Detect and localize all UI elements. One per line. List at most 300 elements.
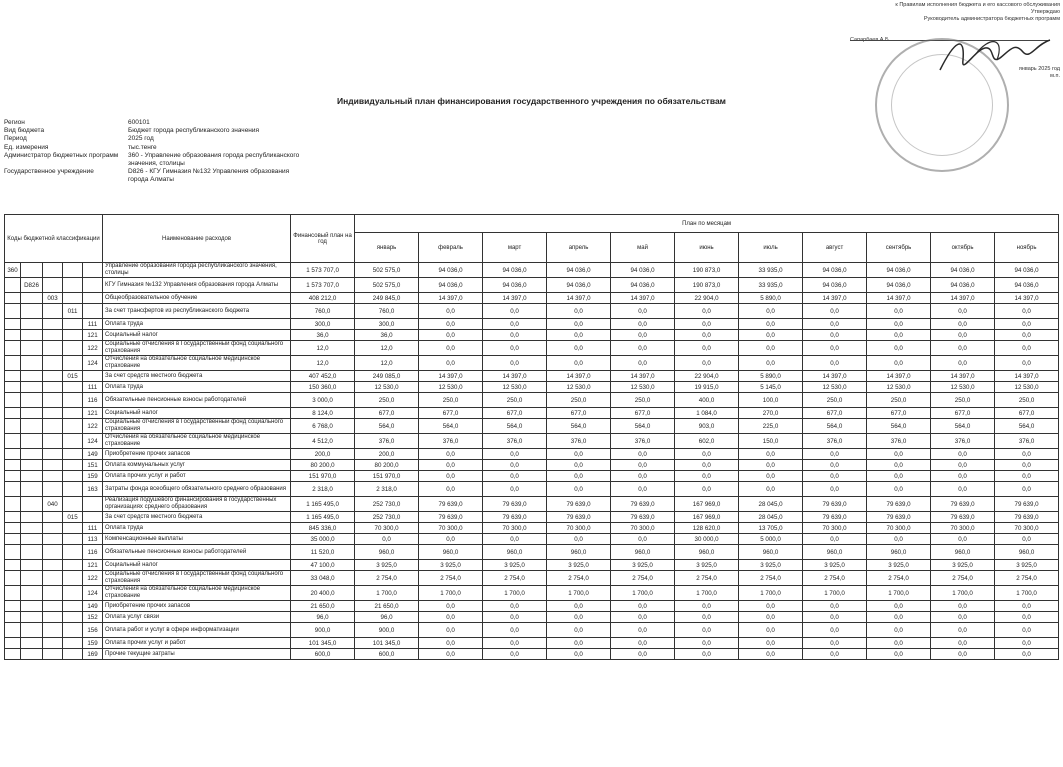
budget-code-cell: 121: [83, 330, 103, 341]
monthly-plan-cell: 0,0: [995, 460, 1059, 471]
annual-plan-cell: 4 512,0: [291, 434, 355, 449]
monthly-plan-cell: 94 036,0: [611, 278, 675, 293]
monthly-plan-cell: 0,0: [611, 649, 675, 660]
monthly-plan-cell: 1 700,0: [419, 586, 483, 601]
monthly-plan-cell: 0,0: [995, 482, 1059, 497]
monthly-plan-cell: 2 754,0: [547, 571, 611, 586]
monthly-plan-cell: 376,0: [419, 434, 483, 449]
monthly-plan-cell: 3 925,0: [739, 560, 803, 571]
budget-code-cell: [5, 586, 21, 601]
expense-name-cell: Приобретение прочих запасов: [103, 449, 291, 460]
expense-name-cell: Социальные отчисления в Государственный фонд социального страхования: [103, 571, 291, 586]
monthly-plan-cell: 0,0: [483, 649, 547, 660]
monthly-plan-cell: 677,0: [995, 408, 1059, 419]
monthly-plan-cell: 0,0: [739, 449, 803, 460]
monthly-plan-cell: 0,0: [867, 449, 931, 460]
monthly-plan-cell: 677,0: [867, 408, 931, 419]
monthly-plan-cell: 94 036,0: [483, 278, 547, 293]
table-row: [5, 419, 1059, 434]
budget-code-cell: [21, 263, 43, 278]
budget-code-cell: [63, 293, 83, 304]
monthly-plan-cell: 2 754,0: [931, 571, 995, 586]
table-row: [5, 382, 1059, 393]
budget-code-cell: [63, 545, 83, 560]
table-row: [5, 601, 1059, 612]
budget-code-cell: 149: [83, 449, 103, 460]
monthly-plan-cell: 94 036,0: [483, 263, 547, 278]
budget-code-cell: [5, 434, 21, 449]
monthly-plan-cell: 1 700,0: [739, 586, 803, 601]
monthly-plan-cell: 502 575,0: [355, 278, 419, 293]
annual-plan-cell: 12,0: [291, 341, 355, 356]
budget-code-cell: [21, 293, 43, 304]
monthly-plan-cell: 0,0: [547, 471, 611, 482]
table-row: [5, 293, 1059, 304]
monthly-plan-cell: 376,0: [931, 434, 995, 449]
monthly-plan-cell: 0,0: [483, 601, 547, 612]
monthly-plan-cell: 0,0: [739, 638, 803, 649]
budget-code-cell: [43, 471, 63, 482]
budget-code-cell: [5, 382, 21, 393]
expense-name-cell: Оплата труда: [103, 523, 291, 534]
monthly-plan-cell: 94 036,0: [995, 278, 1059, 293]
header-month: апрель: [547, 233, 611, 263]
budget-code-cell: [5, 408, 21, 419]
monthly-plan-cell: 21 650,0: [355, 601, 419, 612]
monthly-plan-cell: 94 036,0: [931, 263, 995, 278]
budget-code-cell: [5, 512, 21, 523]
budget-code-cell: [21, 319, 43, 330]
monthly-plan-cell: 0,0: [483, 341, 547, 356]
budget-code-cell: 111: [83, 382, 103, 393]
header-plan: Финансовый план на год: [291, 215, 355, 263]
budget-code-cell: [21, 601, 43, 612]
expense-name-cell: Отчисления на обязательное социальное медицинское страхование: [103, 434, 291, 449]
monthly-plan-cell: 5 890,0: [739, 293, 803, 304]
monthly-plan-cell: 79 639,0: [931, 512, 995, 523]
meta-row: [4, 144, 308, 152]
monthly-plan-cell: 677,0: [547, 408, 611, 419]
budget-code-cell: [63, 534, 83, 545]
budget-code-cell: [83, 278, 103, 293]
budget-code-cell: [83, 497, 103, 512]
header-month: июнь: [675, 233, 739, 263]
monthly-plan-cell: 0,0: [419, 304, 483, 319]
budget-code-cell: [21, 612, 43, 623]
handwritten-signature: [935, 30, 1055, 80]
monthly-plan-cell: 376,0: [867, 434, 931, 449]
monthly-plan-cell: 0,0: [739, 304, 803, 319]
budget-code-cell: [63, 571, 83, 586]
budget-code-cell: [21, 330, 43, 341]
monthly-plan-cell: 0,0: [995, 471, 1059, 482]
meta-value: 360 - Управление образования города республиканского значения, столицы: [128, 151, 300, 168]
monthly-plan-cell: 101 345,0: [355, 638, 419, 649]
monthly-plan-cell: 2 754,0: [803, 571, 867, 586]
monthly-plan-cell: 14 397,0: [611, 371, 675, 382]
budget-code-cell: [21, 571, 43, 586]
table-row: [5, 371, 1059, 382]
budget-code-cell: [43, 638, 63, 649]
monthly-plan-cell: 0,0: [483, 319, 547, 330]
monthly-plan-cell: 0,0: [995, 534, 1059, 545]
monthly-plan-cell: 0,0: [739, 319, 803, 330]
monthly-plan-cell: 0,0: [611, 304, 675, 319]
monthly-plan-cell: 0,0: [419, 449, 483, 460]
monthly-plan-cell: 0,0: [931, 356, 995, 371]
monthly-plan-cell: 5 145,0: [739, 382, 803, 393]
annual-plan-cell: 407 452,0: [291, 371, 355, 382]
monthly-plan-cell: 0,0: [611, 471, 675, 482]
budget-code-cell: [63, 408, 83, 419]
budget-code-cell: [5, 293, 21, 304]
monthly-plan-cell: 70 300,0: [419, 523, 483, 534]
monthly-plan-cell: 1 700,0: [931, 586, 995, 601]
monthly-plan-cell: 2 754,0: [995, 571, 1059, 586]
monthly-plan-cell: 79 639,0: [419, 497, 483, 512]
budget-code-cell: [21, 638, 43, 649]
annual-plan-cell: 12,0: [291, 356, 355, 371]
monthly-plan-cell: 0,0: [419, 471, 483, 482]
monthly-plan-cell: 3 925,0: [547, 560, 611, 571]
expense-name-cell: За счет трансфертов из республиканского бюджета: [103, 304, 291, 319]
budget-code-cell: 122: [83, 571, 103, 586]
budget-code-cell: [43, 263, 63, 278]
monthly-plan-cell: 225,0: [739, 419, 803, 434]
budget-code-cell: 124: [83, 434, 103, 449]
monthly-plan-cell: 70 300,0: [547, 523, 611, 534]
budget-code-cell: [21, 434, 43, 449]
monthly-plan-cell: 0,0: [867, 601, 931, 612]
annual-plan-cell: 101 345,0: [291, 638, 355, 649]
monthly-plan-cell: 250,0: [355, 393, 419, 408]
monthly-plan-cell: 79 639,0: [547, 497, 611, 512]
monthly-plan-cell: 0,0: [803, 319, 867, 330]
monthly-plan-cell: 36,0: [355, 330, 419, 341]
table-row: [5, 534, 1059, 545]
annual-plan-cell: 150 360,0: [291, 382, 355, 393]
budget-code-cell: [21, 545, 43, 560]
monthly-plan-cell: 22 904,0: [675, 371, 739, 382]
monthly-plan-cell: 0,0: [803, 601, 867, 612]
monthly-plan-cell: 0,0: [675, 304, 739, 319]
monthly-plan-cell: 14 397,0: [995, 371, 1059, 382]
monthly-plan-cell: 0,0: [803, 534, 867, 545]
monthly-plan-cell: 14 397,0: [483, 371, 547, 382]
monthly-plan-cell: 0,0: [611, 601, 675, 612]
monthly-plan-cell: 33 935,0: [739, 278, 803, 293]
monthly-plan-cell: 0,0: [483, 330, 547, 341]
monthly-plan-cell: 1 700,0: [355, 586, 419, 601]
monthly-plan-cell: 1 700,0: [611, 586, 675, 601]
monthly-plan-cell: 79 639,0: [803, 497, 867, 512]
monthly-plan-cell: 960,0: [931, 545, 995, 560]
monthly-plan-cell: 1 084,0: [675, 408, 739, 419]
monthly-plan-cell: 12 530,0: [419, 382, 483, 393]
monthly-plan-cell: 0,0: [931, 534, 995, 545]
budget-code-cell: [21, 512, 43, 523]
budget-code-cell: D826: [21, 278, 43, 293]
monthly-plan-cell: 0,0: [867, 482, 931, 497]
monthly-plan-cell: 0,0: [675, 330, 739, 341]
monthly-plan-cell: 960,0: [803, 545, 867, 560]
budget-code-cell: [21, 482, 43, 497]
monthly-plan-cell: 3 925,0: [931, 560, 995, 571]
budget-code-cell: [43, 408, 63, 419]
meta-row: [4, 135, 308, 143]
budget-code-cell: [63, 341, 83, 356]
budget-code-cell: [43, 649, 63, 660]
monthly-plan-cell: 0,0: [931, 482, 995, 497]
annual-plan-cell: 600,0: [291, 649, 355, 660]
header-codes: Коды бюджетной классификации: [5, 215, 103, 263]
monthly-plan-cell: 0,0: [803, 356, 867, 371]
expense-name-cell: Социальный налог: [103, 408, 291, 419]
budget-code-cell: [63, 382, 83, 393]
expense-name-cell: Оплата работ и услуг в сфере информатизации: [103, 623, 291, 638]
table-row: [5, 434, 1059, 449]
monthly-plan-cell: 249 845,0: [355, 293, 419, 304]
budget-code-cell: [5, 571, 21, 586]
monthly-plan-cell: 960,0: [355, 545, 419, 560]
monthly-plan-cell: 0,0: [803, 612, 867, 623]
annual-plan-cell: 408 212,0: [291, 293, 355, 304]
monthly-plan-cell: 12 530,0: [931, 382, 995, 393]
monthly-plan-cell: 0,0: [675, 623, 739, 638]
monthly-plan-cell: 0,0: [803, 330, 867, 341]
monthly-plan-cell: 79 639,0: [867, 497, 931, 512]
monthly-plan-cell: 2 754,0: [739, 571, 803, 586]
monthly-plan-cell: 0,0: [483, 471, 547, 482]
budget-code-cell: [43, 304, 63, 319]
budget-code-cell: [21, 419, 43, 434]
annual-plan-cell: 200,0: [291, 449, 355, 460]
monthly-plan-cell: 270,0: [739, 408, 803, 419]
budget-code-cell: [63, 623, 83, 638]
table-row: [5, 319, 1059, 330]
monthly-plan-cell: 677,0: [355, 408, 419, 419]
monthly-plan-cell: 0,0: [547, 449, 611, 460]
expense-name-cell: Прочие текущие затраты: [103, 649, 291, 660]
budget-code-cell: [43, 356, 63, 371]
budget-code-cell: 121: [83, 560, 103, 571]
budget-code-cell: 159: [83, 471, 103, 482]
monthly-plan-cell: 564,0: [611, 419, 675, 434]
monthly-plan-cell: 250,0: [611, 393, 675, 408]
monthly-plan-cell: 0,0: [611, 449, 675, 460]
budget-code-cell: [43, 449, 63, 460]
expense-name-cell: Общеобразовательное обучение: [103, 293, 291, 304]
table-row: [5, 341, 1059, 356]
budget-code-cell: [21, 586, 43, 601]
budget-code-cell: [21, 534, 43, 545]
monthly-plan-cell: 0,0: [675, 601, 739, 612]
expense-name-cell: КГУ Гимназия №132 Управления образования города Алматы: [103, 278, 291, 293]
monthly-plan-cell: 2 754,0: [867, 571, 931, 586]
budget-code-cell: 156: [83, 623, 103, 638]
budget-code-cell: [43, 586, 63, 601]
monthly-plan-cell: 0,0: [547, 341, 611, 356]
table-row: [5, 612, 1059, 623]
monthly-plan-cell: 0,0: [675, 612, 739, 623]
monthly-plan-cell: 0,0: [931, 319, 995, 330]
budget-code-cell: 003: [43, 293, 63, 304]
monthly-plan-cell: 22 904,0: [675, 293, 739, 304]
table-row: [5, 623, 1059, 638]
header-month: ноябрь: [995, 233, 1059, 263]
budget-code-cell: [5, 419, 21, 434]
monthly-plan-cell: 94 036,0: [995, 263, 1059, 278]
budget-code-cell: [5, 341, 21, 356]
monthly-plan-cell: 0,0: [931, 612, 995, 623]
budget-code-cell: [43, 523, 63, 534]
budget-code-cell: [43, 278, 63, 293]
monthly-plan-cell: 250,0: [419, 393, 483, 408]
monthly-plan-cell: 94 036,0: [931, 278, 995, 293]
monthly-plan-cell: 0,0: [611, 482, 675, 497]
table-row: [5, 460, 1059, 471]
budget-code-cell: [5, 319, 21, 330]
monthly-plan-cell: 0,0: [483, 482, 547, 497]
budget-code-cell: [63, 434, 83, 449]
monthly-plan-cell: 79 639,0: [995, 497, 1059, 512]
meta-value: 600101: [128, 119, 150, 126]
approval-signer: Сапарбаев А.Б.: [850, 37, 891, 43]
monthly-plan-cell: 0,0: [483, 304, 547, 319]
monthly-plan-cell: 0,0: [995, 601, 1059, 612]
budget-code-cell: [63, 497, 83, 512]
approval-line: Руководитель администратора бюджетных программ: [923, 16, 1060, 22]
monthly-plan-cell: 12 530,0: [995, 382, 1059, 393]
monthly-plan-cell: 28 045,0: [739, 497, 803, 512]
annual-plan-cell: 36,0: [291, 330, 355, 341]
monthly-plan-cell: 70 300,0: [483, 523, 547, 534]
monthly-plan-cell: 376,0: [355, 434, 419, 449]
monthly-plan-cell: 3 925,0: [803, 560, 867, 571]
monthly-plan-cell: 128 620,0: [675, 523, 739, 534]
monthly-plan-cell: 3 925,0: [483, 560, 547, 571]
monthly-plan-cell: 0,0: [483, 623, 547, 638]
budget-code-cell: [63, 612, 83, 623]
monthly-plan-cell: 1 700,0: [483, 586, 547, 601]
monthly-plan-cell: 0,0: [931, 471, 995, 482]
monthly-plan-cell: 0,0: [867, 471, 931, 482]
budget-code-cell: [43, 393, 63, 408]
budget-code-cell: [63, 393, 83, 408]
monthly-plan-cell: 0,0: [355, 534, 419, 545]
annual-plan-cell: 760,0: [291, 304, 355, 319]
monthly-plan-cell: 14 397,0: [867, 293, 931, 304]
monthly-plan-cell: 2 754,0: [611, 571, 675, 586]
budget-code-cell: [21, 371, 43, 382]
monthly-plan-cell: 564,0: [547, 419, 611, 434]
budget-code-cell: [5, 278, 21, 293]
expense-name-cell: Оплата труда: [103, 382, 291, 393]
monthly-plan-cell: 0,0: [995, 356, 1059, 371]
annual-plan-cell: 33 048,0: [291, 571, 355, 586]
meta-row: [4, 119, 308, 127]
header-month: февраль: [419, 233, 483, 263]
budget-code-cell: [5, 623, 21, 638]
budget-code-cell: [63, 586, 83, 601]
budget-code-cell: 124: [83, 356, 103, 371]
meta-value: Бюджет города республиканского значения: [128, 127, 260, 135]
table-row: [5, 356, 1059, 371]
budget-code-cell: [5, 545, 21, 560]
budget-code-cell: [83, 304, 103, 319]
monthly-plan-cell: 0,0: [419, 356, 483, 371]
annual-plan-cell: 2 318,0: [291, 482, 355, 497]
monthly-plan-cell: 167 969,0: [675, 512, 739, 523]
monthly-plan-cell: 12,0: [355, 341, 419, 356]
expense-name-cell: Оплата услуг связи: [103, 612, 291, 623]
monthly-plan-cell: 0,0: [995, 449, 1059, 460]
monthly-plan-cell: 0,0: [739, 471, 803, 482]
monthly-plan-cell: 14 397,0: [931, 371, 995, 382]
monthly-plan-cell: 0,0: [611, 330, 675, 341]
budget-code-cell: [5, 449, 21, 460]
monthly-plan-cell: 0,0: [739, 330, 803, 341]
budget-code-cell: [5, 371, 21, 382]
table-row: [5, 330, 1059, 341]
monthly-plan-cell: 0,0: [867, 304, 931, 319]
budget-code-cell: [5, 482, 21, 497]
budget-code-cell: 121: [83, 408, 103, 419]
budget-code-cell: [43, 419, 63, 434]
monthly-plan-cell: 600,0: [355, 649, 419, 660]
monthly-plan-cell: 33 935,0: [739, 263, 803, 278]
monthly-plan-cell: 0,0: [675, 341, 739, 356]
monthly-plan-cell: 0,0: [931, 304, 995, 319]
monthly-plan-cell: 14 397,0: [803, 293, 867, 304]
monthly-plan-cell: 0,0: [867, 534, 931, 545]
monthly-plan-cell: 0,0: [931, 460, 995, 471]
monthly-plan-cell: 960,0: [739, 545, 803, 560]
budget-code-cell: [5, 330, 21, 341]
monthly-plan-cell: 677,0: [803, 408, 867, 419]
monthly-plan-cell: 190 873,0: [675, 263, 739, 278]
monthly-plan-cell: 400,0: [675, 393, 739, 408]
budget-code-cell: [43, 534, 63, 545]
monthly-plan-cell: 94 036,0: [803, 263, 867, 278]
monthly-plan-cell: 30 000,0: [675, 534, 739, 545]
monthly-plan-cell: 79 639,0: [547, 512, 611, 523]
budget-code-cell: [63, 356, 83, 371]
monthly-plan-cell: 250,0: [483, 393, 547, 408]
monthly-plan-cell: 12,0: [355, 356, 419, 371]
monthly-plan-cell: 0,0: [611, 623, 675, 638]
stamp-label: м.п.: [1050, 73, 1060, 79]
expense-name-cell: Реализация подушевого финансирования в государственных организациях среднего образования: [103, 497, 291, 512]
financing-plan-table: [4, 214, 1059, 660]
meta-key: Государственное учреждение: [4, 168, 94, 176]
monthly-plan-cell: 70 300,0: [355, 523, 419, 534]
monthly-plan-cell: 0,0: [675, 449, 739, 460]
budget-code-cell: 011: [63, 304, 83, 319]
monthly-plan-cell: 12 530,0: [803, 382, 867, 393]
monthly-plan-cell: 252 730,0: [355, 497, 419, 512]
monthly-plan-cell: 5 000,0: [739, 534, 803, 545]
monthly-plan-cell: 0,0: [483, 449, 547, 460]
annual-plan-cell: 47 100,0: [291, 560, 355, 571]
budget-code-cell: 015: [63, 512, 83, 523]
table-row: [5, 571, 1059, 586]
monthly-plan-cell: 94 036,0: [419, 263, 483, 278]
expense-name-cell: Обязательные пенсионные взносы работодателей: [103, 545, 291, 560]
monthly-plan-cell: 0,0: [995, 612, 1059, 623]
monthly-plan-cell: 0,0: [739, 356, 803, 371]
annual-plan-cell: 3 000,0: [291, 393, 355, 408]
